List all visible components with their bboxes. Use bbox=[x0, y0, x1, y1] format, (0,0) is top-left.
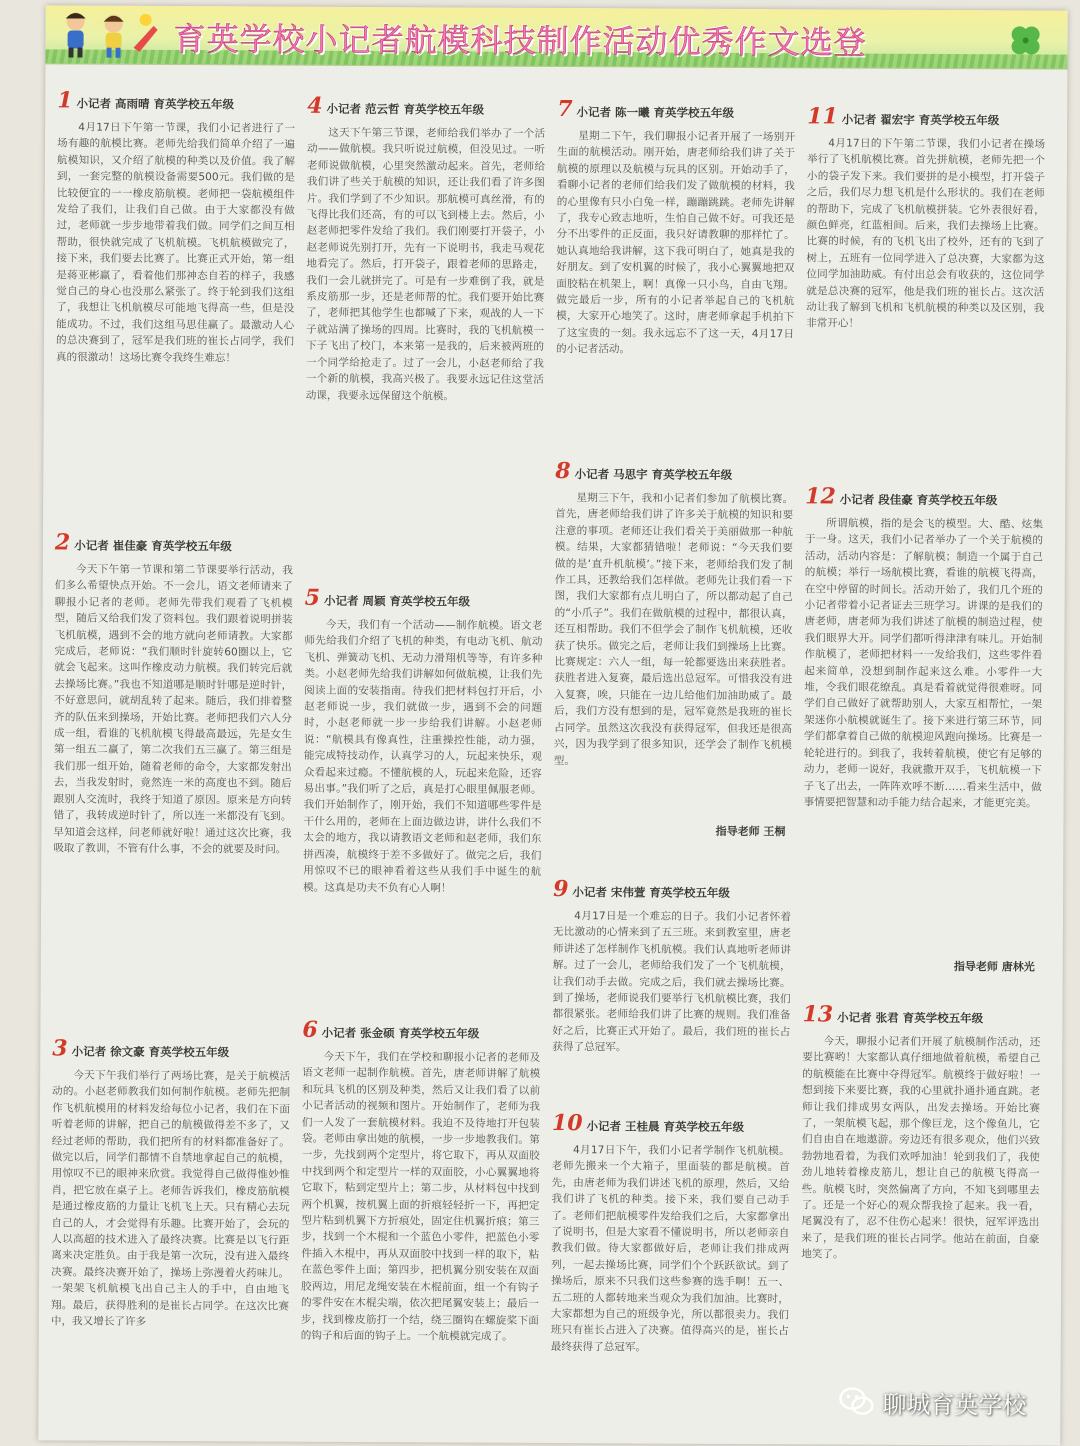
newspaper-page bbox=[38, 5, 1067, 1445]
article-body: 4月17日下午，我们小记者学制作飞机航模。老师先搬来一个大箱子，里面装的都是航模。首先，由唐老师为我们讲述飞机的原理，然后，又给我们讲了飞机的种类。接下来，我们要自己动手了。老师们把航模零件发给我们之后，大家都拿出了说明书，但是大家看不懂说明书，所以老师亲自教我们做。待大家都做好后，老师让我们排成两列，一起去操场比赛，同学们个个跃跃欲试。到了操场后，原来不只我们这些参赛的选手啊！五一、五二班的人都转地来当观众为我们加油。比赛时，大家都想为自己的班级争光，所以都很卖力。我们班只有崔长占进入了决赛。值得高兴的是，崔长占最终获得了总冠军。 bbox=[550, 1144, 790, 1354]
clover-icon bbox=[1005, 20, 1045, 60]
article-2 bbox=[53, 531, 293, 1002]
article-number: 12 bbox=[805, 483, 836, 510]
article-body: 今天下午第一节课和第二节课要举行活动，我们多么希望快点开始。不一会儿，语文老师请来了聊报小记者的老师。老师先带我们观看了飞机模型，随后又给我们发了资料包。我们跟着说明拼装飞机航模，遇到不会的地方就向老师请教。大家都完成后，老师说：“我们顺时针旋转60圈以上，它就会飞起来。这叫作橡皮动力航模。我们转完后就去操场比赛。”我也不知道哪是顺时针哪是逆时针，不好意思问，就胡乱转了起来。随后，我们排着整齐的队伍来到操场，开始比赛。老师把我们六人分成一组，看谁的飞机航模飞得最高最远，先是女生第一组五二赢了，第二次我们五三赢了。第三组是我们那一组开始，随着老师的命令，大家都发射出去，当我发射时，竟然连一米的高度也不到。随后跟别人交流时，我终于知道了原因。原来是方向转错了，我转成逆时针了，所以连一米都没有飞到。早知道会这样，问老师就好啦！通过这次比赛，我吸取了教训，不管有什么事，不会的就要及时问。 bbox=[53, 563, 293, 856]
article-number: 7 bbox=[557, 96, 573, 123]
article-6 bbox=[300, 1016, 541, 1446]
article-school: 育英学校五年级 bbox=[153, 96, 235, 112]
article-school: 育英学校五年级 bbox=[389, 594, 471, 609]
article-body: 所谓航模，指的是会飞的模型。大、酷、炫集于一身。这天，我们小记者举办了一个关于航模的活动，活动内容是：了解航模；制造一个属于自己的航模；举行一场航模比赛，看谁的航模飞得高，在空中停留的时间长。活动开始了，我们几个班的小记者带着小记者证去三班学习。讲课的是我们的唐老师，唐老师为我们讲述了航模的制造过程，使我们眼界大开。同学们都听得津津有味儿。开始制作航模了，老师把材料一一发给我们，这些零件看起来简单，没想到制作起来这么难。小零件一大堆，令我们眼花缭乱。真是看着就觉得很难呀。同学们自己做好了就帮助别人，大家互相帮忙，一架架迷你小航模就诞生了。接下来进行第三环节，同学们都拿着自己做的航模迎风跑向操场。比赛是一轮轮进行的。到我了，我转着航模，使它有足够的动力，老师一说好，我就撒开双手，飞机航模一下子飞了出去，一阵阵欢呼不断……看来生活中，做事情要把智慧和动手能力结合起来，才能更完美。 bbox=[803, 517, 1044, 810]
article-school: 育英学校五年级 bbox=[918, 112, 1000, 128]
article-11 bbox=[805, 105, 1045, 462]
article-number: 2 bbox=[54, 529, 71, 556]
article-8 bbox=[553, 460, 793, 839]
article-3 bbox=[50, 1037, 290, 1445]
article-reporter: 小记者 张君 bbox=[837, 1010, 899, 1025]
article-body: 4月17日是一个难忘的日子。我们小记者怀着无比激动的心情来到了五三班。来到教室里，唐老师讲述了怎样制作飞机航模。我们认真地听老师讲解。过了一会儿，老师给我们发了一个飞机航模，让我们动手去做。完成之后，我们就去操场比赛。到了操场，老师说我们要举行飞机航模比赛，我们都很紧张。老师给我们讲了比赛的规则。我们准备好之后，比赛正式开始了。最后，我们班的崔长占获得了总冠军。 bbox=[552, 910, 792, 1054]
article-body: 今天，我们有一个活动——制作航模。语文老师先给我们介绍了飞机的种类，有电动飞机、航动飞机、弹簧动飞机、无动力滑翔机等等，有许多种类。小赵老师先给我们讲解如何做航模，让我们先阅读上面的安装指南。待我们把材料包打开后，小赵老师说一步，我们就做一步，遇到不会的问题时，小赵老师就一步一步给我们讲解。小赵老师说：“航模具有像真性，注重操控性能，动力强，能完成特技动作，认真学习的人，玩起来快乐，观众看起来过瘾。不懂航模的人，玩起来危险，还容易出事。”我们听了之后，真是打心眼里佩服老师。我们开始制作了，刚开始，我们不知道哪些零件是干什么用的，老师在上面边做边讲，讲什么我们不太会的地方，我以请教语文老师和赵老师，我们东拼西凑，航模终于差不多做好了。做完之后，我们用惊叹不已的眼神看着这些从我们手中诞生的航模。这真是功夫不负有心人啊！ bbox=[303, 618, 543, 894]
article-reporter: 小记者 宋伟萱 bbox=[572, 885, 646, 900]
article-body: 这天下午第三节课，老师给我们举办了一个活动——做航模。我只听说过航模，但没见过。一听老师说做航模，心里突然激动起来。首先，老师给我们讲了些关于航模的知识，还让我们看了许多图片。我们学到了不少知识。那航模可真丝滑，有的飞得比我们还高，有的可以飞到楼上去。然后，小赵老师把零件发给了我们。我们刚要打开袋子，小赵老师说先别打开，先有一下说明书，我走马观花地看完了。然后，打开袋子，跟着老师的思路走，我们一会儿就拼完了。可是有一步难倒了我，就是系皮筋那一步，还是老师帮的忙。我们要开始比赛了，老师把其他学生也都喊了下来，观战的人一下子就站满了操场的四周。比赛时，我的飞机航模一下子飞出了校门，本来第一是我的，后来被两班的一个同学给抢走了。过了一会儿，小赵老师给了我一个新的航模，我高兴极了。我要永远记住这堂活动课，我要永远保留这个航模。 bbox=[305, 126, 546, 402]
article-body: 今天下午，我们在学校和聊报小记者的老师及语文老师一起制作航模。首先，唐老师讲解了航模和玩具飞机的区别及种类，然后又让我们看了以前小记者活动的视频和图片。开始制作了，老师为我们一人发了一套航模材料。我迫不及待地打开包装袋。老师由拿出她的航模，一步一步地教我们。第一步，先找到两个定型片，将它取下，再从双面胶中找到两个和定型片一样的双面胶，小心翼翼地将它取下，粘到定型片上；第二步，从材料包中找到两个机翼，按机翼上面的折痕轻轻折一下，再把定型片粘到机翼下方折痕处，固定住机翼折痕；第三步，找到一个木棍和一个蓝色小零件，把蓝色小零件插入木棍中，再从双面胶中找到一样的取下，粘在蓝色零件上面；第四步，把机翼分别安装在双面胶两边，用尼龙绳安装在木棍前面，组一个有钩子的零件安在木棍尖端，依次把尾翼安装上；最后一步，找到橡皮筋打一个结，绕三圈钩在螺旋桨下面的钩子和后面的钩子上。一个航模就完成了。 bbox=[300, 1050, 541, 1343]
article-number: 1 bbox=[57, 87, 73, 114]
article-number: 6 bbox=[302, 1016, 318, 1043]
article-teacher: 指导老师 唐林光 bbox=[953, 960, 1035, 974]
article-body: 星期三下午，我和小记者们参加了航模比赛。首先，唐老师给我们讲了许多关于航模的知识和要注意的事项。老师还让我们看关于美丽做那一种航模。结果，大家都猜错啦！老师说：“今天我们要做的是‘直升机航模’。”接下来，老师给我们发了制作工具，还教给我们怎样做。老师先让我们看一下图，我们大家都有点儿明白了，所以都动起了自己的“小爪子”。我们在做航模的过程中，都很认真，还互相帮助。我们不但学会了制作飞机航模，还收获了快乐。做完之后，老师让我们到操场上比赛。比赛规定：六人一组，每一轮都要选出来获胜者。获胜者进入复赛，最后选出总冠军。可惜我没有进入复赛，唉，只能在一边儿给他们加油助威了。最后，我们方没有想到的是，冠军竟然是我班的崔长占同学。虽然这次我没有获得冠军，但我还是很高兴，因为我学到了很多知识，还学会了制作飞机模型。 bbox=[553, 492, 794, 767]
article-reporter: 小记者 段佳豪 bbox=[839, 492, 913, 507]
article-number: 5 bbox=[304, 584, 321, 611]
article-body: 星期二下午，我们聊报小记者开展了一场别开生面的航模活动。刚开始，唐老师给我们讲了关于航模的原理以及航模与玩具的区别。开始动手了，看聊小记者的老师们给我们发了做航模的材料，我的心里像有只小白兔一样，蹦蹦跳跳。老师先讲解了，我专心致志地听，生怕自己做不好。可我还是分不出零件的正反面，我只好请教聊的那样忙了。她认真地给我讲解，这下我可明白了，她真是我的好朋友。到了安机翼的时候了，我小心翼翼地把双面胶粘在机架上，啊！真像一只小鸟，自由飞翔。做完最后一步，所有的小记者举起自己的飞机航模，大家开心地笑了。这时，唐老师拿起手机拍下了这宝贵的一刻。我永远忘不了这一天，4月17日的小记者活动。 bbox=[555, 130, 796, 356]
article-school: 育英学校五年级 bbox=[398, 1026, 480, 1041]
article-reporter: 小记者 崔佳豪 bbox=[74, 538, 148, 553]
article-reporter: 小记者 张金硕 bbox=[321, 1025, 395, 1041]
article-school: 育英学校五年级 bbox=[653, 105, 735, 120]
article-7 bbox=[556, 98, 796, 439]
article-13 bbox=[800, 1003, 1040, 1444]
article-body: 4月17日下午第一节课，我们小记者进行了一场有趣的航模比赛。老师先给我们简单介绍了一遍航模知识，又介绍了航模的种类以及价值。我了解到，一套完整的航模设备需要500元。我们做的是比较便宜的一一橡皮筋航模。老师把一袋航模组件发给了我们，让我们自己做。由于大家都没有做过，老师就一步步地带着我们做。同学们之间互相帮助，很快就完成了飞机航模。飞机航模做完了，接下来，我们要去比赛了。比赛正式开始，第一组是蒋亚彬赢了，看着他们那神态自若的样子，我感觉自己的身心也没那么紧张了。终于轮到我们这组了，我想让飞机航模尽可能地飞得高一些，但是没能成功。不过，我们这组马思佳赢了。最激动人心的总决赛到了，冠军是我们班的崔长占同学，我们真的很激动！这场比赛令我终生难忘！ bbox=[55, 121, 296, 365]
article-number: 9 bbox=[553, 876, 569, 903]
article-school: 育英学校五年级 bbox=[151, 538, 232, 554]
article-number: 11 bbox=[807, 103, 838, 130]
article-school: 育英学校五年级 bbox=[902, 1010, 984, 1026]
article-reporter: 小记者 王桂晨 bbox=[586, 1119, 660, 1134]
title-banner bbox=[45, 5, 1067, 69]
article-1 bbox=[55, 89, 295, 510]
article-school: 育英学校五年级 bbox=[148, 1044, 230, 1060]
article-12 bbox=[803, 485, 1044, 974]
column-4 bbox=[800, 83, 1045, 1444]
article-body: 4月17日的下午第二节课，我们小记者在操场举行了飞机航模比赛。首先拼航模，老师先把一个小的袋子发下来。我们要拼的是小模型，打开袋子之后，我们尽力想飞机是什么形状的。我们在老师的帮助下，完成了飞机航模拼装。它外表很好看，颜色鲜亮，红蓝相间。后来，我们去操场上比赛。比赛的时候，有的飞机飞出了校外，还有的飞到了树上，五班有一位同学进入了总决赛，大家都为这位同学加油助威。有付出总会有收获的，这位同学就是总决赛的冠军，他是我们班的崔长占。这次活动让我了解到飞机和飞机航模的种类以及区别，我非常开心！ bbox=[806, 137, 1046, 331]
article-school: 育英学校五年级 bbox=[916, 492, 998, 508]
article-school: 育英学校五年级 bbox=[651, 467, 733, 482]
article-reporter: 小记者 徐文豪 bbox=[71, 1044, 145, 1059]
article-reporter: 小记者 翟宏宇 bbox=[841, 112, 915, 127]
article-10 bbox=[550, 1112, 790, 1443]
article-4 bbox=[305, 92, 546, 566]
article-teacher: 指导老师 王桐 bbox=[715, 824, 786, 839]
article-reporter: 小记者 周颖 bbox=[323, 593, 386, 609]
article-reporter: 小记者 马思宇 bbox=[574, 467, 648, 482]
article-school: 育英学校五年级 bbox=[663, 1119, 745, 1135]
watermark-text: 聊城育英学校 bbox=[882, 1390, 1027, 1419]
wechat-watermark bbox=[838, 1385, 1026, 1420]
column-2 bbox=[300, 81, 545, 1442]
children-illustration-icon bbox=[53, 7, 163, 60]
article-number: 4 bbox=[307, 92, 323, 119]
article-reporter: 小记者 范云哲 bbox=[326, 101, 400, 117]
article-reporter: 小记者 高雨晴 bbox=[76, 96, 150, 111]
page-title: 育英学校小记者航模科技制作活动优秀作文选登 bbox=[173, 20, 867, 62]
column-3 bbox=[550, 82, 795, 1443]
article-school: 育英学校五年级 bbox=[403, 102, 485, 117]
article-5 bbox=[303, 584, 543, 998]
article-number: 13 bbox=[802, 1001, 834, 1028]
column-1 bbox=[50, 79, 295, 1440]
article-9 bbox=[552, 878, 791, 1105]
article-number: 3 bbox=[52, 1035, 68, 1062]
article-number: 10 bbox=[551, 1110, 583, 1137]
article-school: 育英学校五年级 bbox=[649, 885, 730, 900]
article-reporter: 小记者 陈一曦 bbox=[576, 105, 650, 120]
article-number: 8 bbox=[555, 458, 571, 485]
wechat-icon bbox=[838, 1387, 874, 1417]
article-body: 今天下午我们举行了两场比赛，是关于航模活动的。小赵老师教我们如何制作航模。老师先把制作飞机航模用的材料发给每位小记者，我们在下面听着老师的讲解，把自己的航模做得差不多了，又经过老师的帮助，我们把所有的材料都准备好了。做完以后，同学们都情不自禁地拿起自己的航模，用惊叹不已的眼神来欣赏。我觉得自己做得惟妙惟肖，把它放在桌子上。老师告诉我们，橡皮筋航模是通过橡皮筋的力量让飞机飞上天。只有精心去玩自己的人，才会觉得有乐趣。比赛开始了，会玩的人以高超的技术进入了最终决赛。比赛是以飞行距离来决定胜负。由于我是第一次玩，没有进入最终决赛。最终决赛开始了，操场上弥漫着火药味儿。一架架飞机航模飞出自己主人的手中，自由地飞翔。最后，获得胜利的是崔长占同学。在这次比赛中，我又增长了许多 bbox=[50, 1069, 291, 1328]
article-body: 今天，聊报小记者们开展了航模制作活动，还要比赛哟！大家都认真仔细地做着航模，希望自己的航模能在比赛中夺得冠军。航模终于做好啦！一想到接下来要比赛，我的心里就扑通扑通直跳。老师让我们排成男女两队，出发去操场。开始比赛了，一架航模飞起，那个像巨龙，这个像鱼儿，它们自由自在地遨游。旁边还有很多观众，他们兴致勃勃地看着，为我们欢呼加油！轮到我们了，我使劲儿地转着橡皮筋儿，想让自己的航模飞得高一些。航模飞时，突然偏离了方向，不知飞到哪里去了。还是一个好心的观众帮我捡了起来。我一看，尾翼没有了，忍不住伤心起来！很快，冠军评选出来了，是我们班的崔长占同学。他站在前面，自豪地笑了。 bbox=[801, 1035, 1041, 1261]
